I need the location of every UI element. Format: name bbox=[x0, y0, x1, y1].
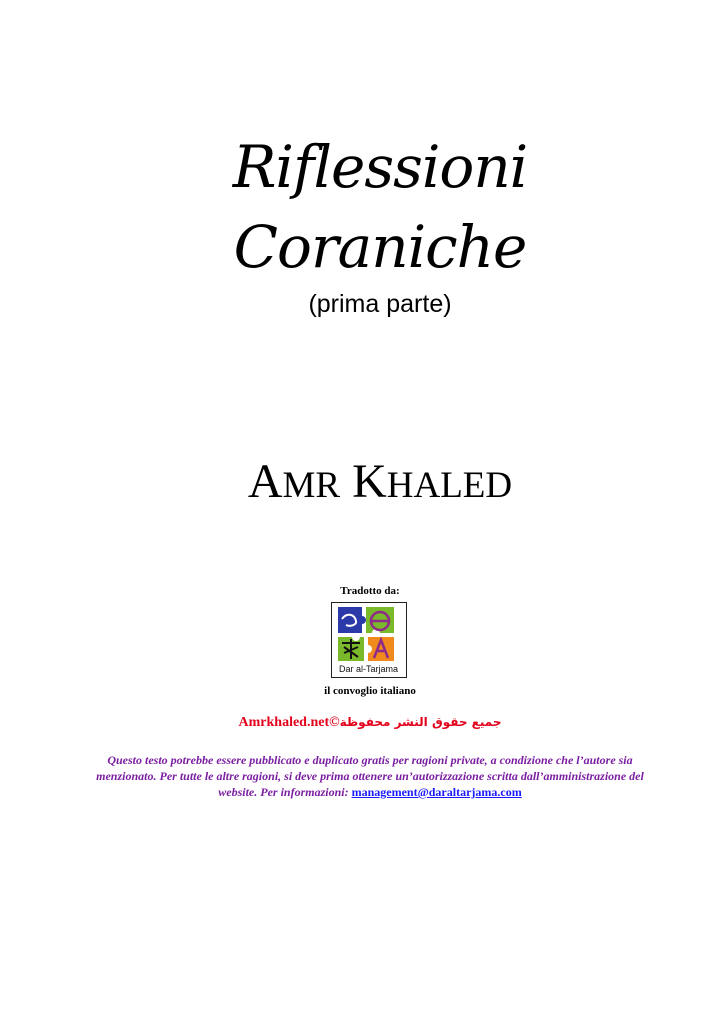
copyright-line bbox=[200, 715, 540, 731]
author-first-initial: A bbox=[247, 455, 283, 508]
puzzle-piece-blue bbox=[338, 607, 366, 633]
puzzle-logo-icon bbox=[332, 603, 405, 676]
title-line1: Riflessioni bbox=[232, 133, 528, 201]
author-name bbox=[180, 455, 580, 508]
translated-by-label: Tradotto da: bbox=[340, 585, 400, 597]
license-notice bbox=[90, 752, 650, 800]
logo-caption: il convoglio italiano bbox=[324, 685, 416, 697]
copyright-arabic: جميع حقوق النشر محفوظة bbox=[339, 715, 502, 729]
logo-label: Dar al-Tarjama bbox=[338, 664, 399, 674]
title-line2: Coraniche bbox=[233, 213, 527, 281]
copyright-site: Amrkhaled.net© bbox=[238, 715, 340, 730]
author-last-rest: HALED bbox=[386, 465, 513, 506]
author-first-rest: MR bbox=[282, 465, 341, 506]
license-notice-text: Questo testo potrebbe essere pubblicato e duplicato gratis per ragioni private, a condizione che l’autore sia menzionato. Per tutte le altre ragioni, si deve prima ottenere un’autorizzazione scritta dall’amministrazione del website. Per informazioni: bbox=[96, 753, 644, 799]
author-last-initial: K bbox=[352, 455, 387, 508]
dar-al-tarjama-logo bbox=[331, 602, 407, 678]
subtitle: (prima parte) bbox=[308, 290, 452, 318]
contact-email-link[interactable]: management@daraltarjama.com bbox=[351, 785, 522, 799]
